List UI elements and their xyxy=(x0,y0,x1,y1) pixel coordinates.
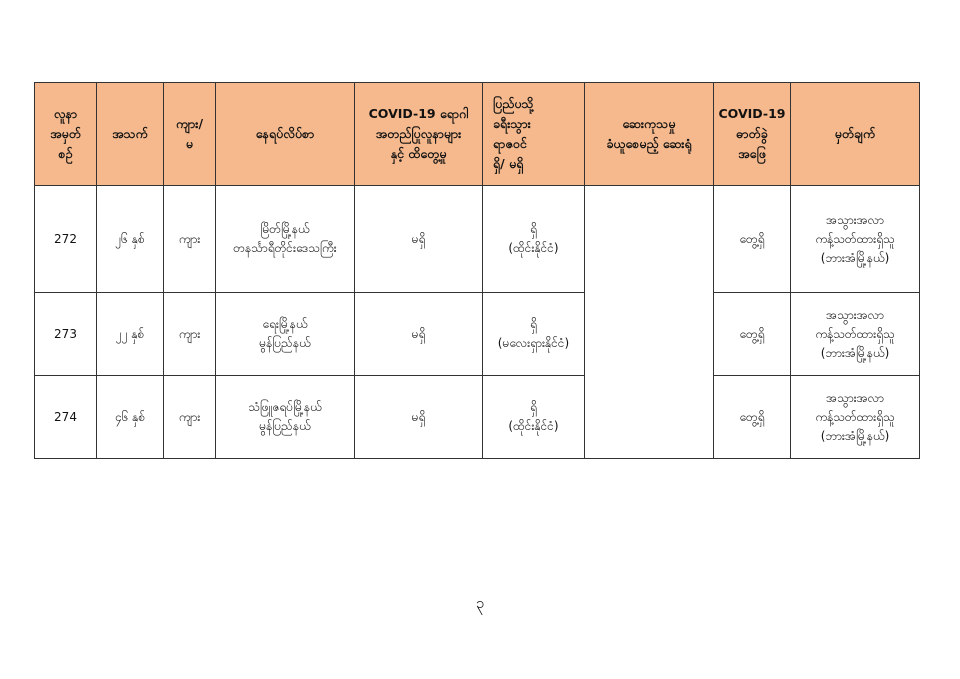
cell-age: ၂၂ နှစ် xyxy=(97,293,164,376)
remark-line: ကန့်သတ်ထားရှိသူ xyxy=(815,326,895,341)
cell-sex: ကျား xyxy=(164,293,216,376)
header-line: အတည်ပြုလူနာများ xyxy=(375,126,462,141)
header-age xyxy=(97,83,164,186)
cell-remark xyxy=(791,186,920,293)
header-line: ပြည်ပသို့ xyxy=(493,96,534,111)
header-line: COVID-19 ရောဂါ xyxy=(368,106,469,121)
header-contact xyxy=(355,83,483,186)
header-remark xyxy=(791,83,920,186)
cell-address xyxy=(216,376,355,459)
cell-case-number: 274 xyxy=(35,376,97,459)
header-line: နှင့် ထိတွေ့မှု xyxy=(390,146,447,161)
remark-line: အသွားအလာ xyxy=(826,307,884,322)
cell-age: ၄၆ နှစ် xyxy=(97,376,164,459)
header-line: စဉ် xyxy=(58,146,73,161)
cell-age: ၂၆ နှစ် xyxy=(97,186,164,293)
address-line: တနင်္သာရီတိုင်းဒေသကြီး xyxy=(233,241,337,255)
page-number: ၃ xyxy=(475,594,485,612)
header-line: COVID-19 xyxy=(718,106,786,121)
cell-address xyxy=(216,293,355,376)
cell-travel xyxy=(483,293,585,376)
cell-remark xyxy=(791,293,920,376)
travel-line: ရှိ xyxy=(530,222,537,236)
cell-address xyxy=(216,186,355,293)
cell-case-number: 272 xyxy=(35,186,97,293)
header-travel-history xyxy=(483,83,585,186)
address-line: မွန်ပြည်နယ် xyxy=(259,419,311,433)
travel-line: (ထိုင်းနိုင်ငံ) xyxy=(508,241,559,255)
travel-line: ရှိ xyxy=(530,400,537,414)
cell-contact: မရှိ xyxy=(355,376,483,459)
cell-sex: ကျား xyxy=(164,186,216,293)
header-line: မ xyxy=(185,136,194,151)
header-line: ရာဇဝင် xyxy=(493,136,527,151)
address-line: မွန်ပြည်နယ် xyxy=(259,336,311,350)
remark-line: (ဘားအံမြို့နယ်) xyxy=(820,250,890,265)
header-line: ဆေးကုသမှု xyxy=(622,116,676,131)
cell-contact: မရှိ xyxy=(355,186,483,293)
header-line: ခံယူစေမည့် ဆေးရုံ xyxy=(606,136,692,151)
cell-travel xyxy=(483,186,585,293)
travel-line: (မလေးရှားနိုင်ငံ) xyxy=(497,336,570,350)
remark-line: (ဘားအံမြို့နယ်) xyxy=(820,345,890,360)
cell-contact: မရှိ xyxy=(355,293,483,376)
travel-line: ရှိ xyxy=(530,317,537,331)
case-table xyxy=(34,82,920,459)
cell-sex: ကျား xyxy=(164,376,216,459)
header-address xyxy=(216,83,355,186)
header-line: ဓာတ်ခွဲ xyxy=(736,126,768,141)
header-line: မှတ်ချက် xyxy=(834,126,876,141)
header-line: အသက် xyxy=(112,126,148,141)
cell-lab-result: တွေ့ရှိ xyxy=(714,293,791,376)
table-row xyxy=(35,293,920,376)
header-line: ခရီးသွား xyxy=(493,116,531,131)
remark-line: ကန့်သတ်ထားရှိသူ xyxy=(815,231,895,246)
table-row xyxy=(35,186,920,293)
remark-line: (ဘားအံမြို့နယ်) xyxy=(820,428,890,443)
header-line: ရှိ/ မရှိ xyxy=(493,156,524,171)
table-row xyxy=(35,376,920,459)
remark-line: အသွားအလာ xyxy=(826,390,884,405)
address-line: ရေးမြို့နယ် xyxy=(262,317,308,331)
address-line: မြိတ်မြို့နယ် xyxy=(260,222,310,236)
header-hospital xyxy=(585,83,714,186)
header-line: ကျား/ xyxy=(175,116,204,131)
header-line: အမှတ် xyxy=(50,126,81,141)
remark-line: အသွားအလာ xyxy=(826,212,884,227)
header-lab-result xyxy=(714,83,791,186)
header-case-number xyxy=(35,83,97,186)
cell-remark xyxy=(791,376,920,459)
cell-case-number: 273 xyxy=(35,293,97,376)
cell-lab-result: တွေ့ရှိ xyxy=(714,376,791,459)
header-line: နေရပ်လိပ်စာ xyxy=(255,126,315,141)
cell-lab-result: တွေ့ရှိ xyxy=(714,186,791,293)
header-sex xyxy=(164,83,216,186)
remark-line: ကန့်သတ်ထားရှိသူ xyxy=(815,409,895,424)
header-row xyxy=(35,83,920,186)
cell-hospital xyxy=(585,186,714,459)
cell-travel xyxy=(483,376,585,459)
address-line: သံဖြူဇရပ်မြို့နယ် xyxy=(248,400,322,414)
travel-line: (ထိုင်းနိုင်ငံ) xyxy=(508,419,559,433)
header-line: အဖြေ xyxy=(738,146,766,161)
header-line: လူနာ xyxy=(53,106,78,121)
